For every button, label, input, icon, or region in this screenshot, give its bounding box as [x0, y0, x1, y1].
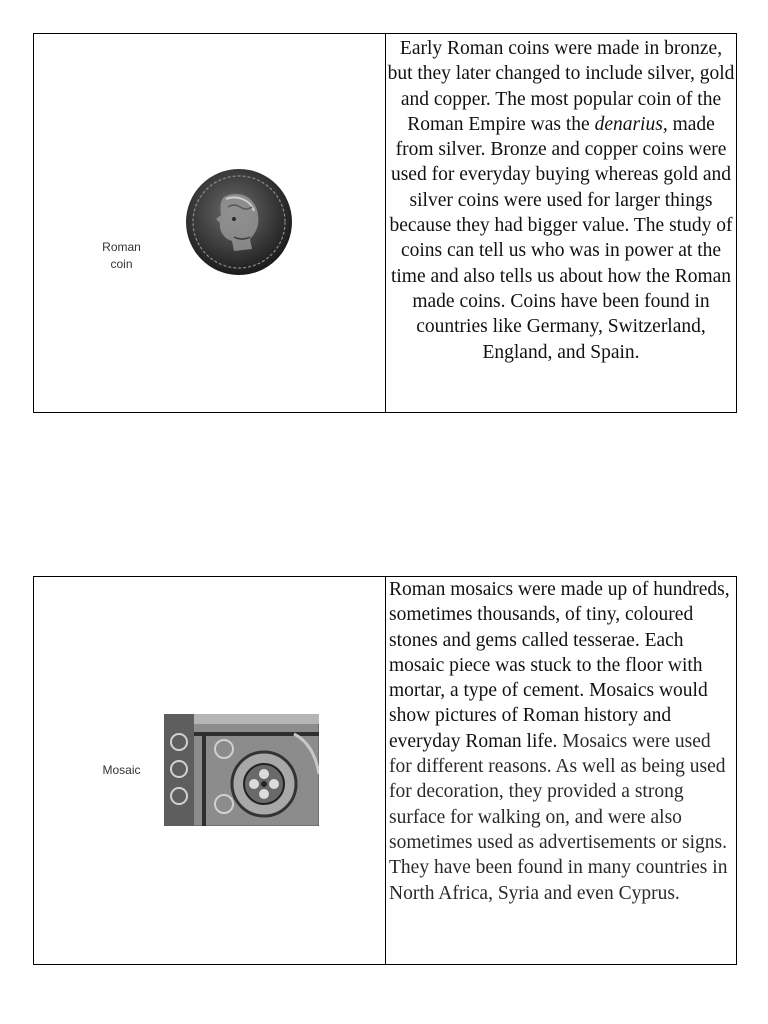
coin-text-cell — [386, 34, 736, 412]
coin-image-label: Roman coin — [102, 240, 141, 271]
denarius-term: denarius, — [594, 113, 668, 135]
mosaic-image-label: Mosaic — [102, 763, 141, 777]
mosaic-image-cell — [34, 577, 386, 964]
roman-coin-image — [184, 167, 294, 277]
mosaic-card — [33, 576, 737, 965]
coin-image-cell — [34, 34, 386, 412]
mosaic-description: Roman mosaics were made up of hundreds, sometimes thousands, of tiny, coloured stones and gems called tesserae. Each mosaic piece was stuck to the floor with mortar, a type of cement. Mosaics would show pictures of Roman history and everyday Roman life. Mosaics were used for different reasons. As well as being used for decoration, they provided a strong surface for walking on, and were also sometimes used as advertisements or signs. They have been found in many countries in North Africa, Syria and even Cyprus. — [389, 579, 730, 904]
mosaic-image — [164, 714, 319, 826]
mosaic-text-cell — [386, 577, 736, 964]
roman-coin-card — [33, 33, 737, 413]
coin-description: Early Roman coins were made in bronze, but they later changed to include silver, gold and copper. The most popular coin of the Roman Empire was the denarius, made from silver. Bronze and copper coins were used for everyday buying whereas gold and silver coins were used for larger things because they had bigger value. The study of coins can tell us who was in power at the time and also tells us about how the Roman made coins. Coins have been found in countries like Germany, Switzerland, England, and Spain. — [387, 38, 735, 363]
